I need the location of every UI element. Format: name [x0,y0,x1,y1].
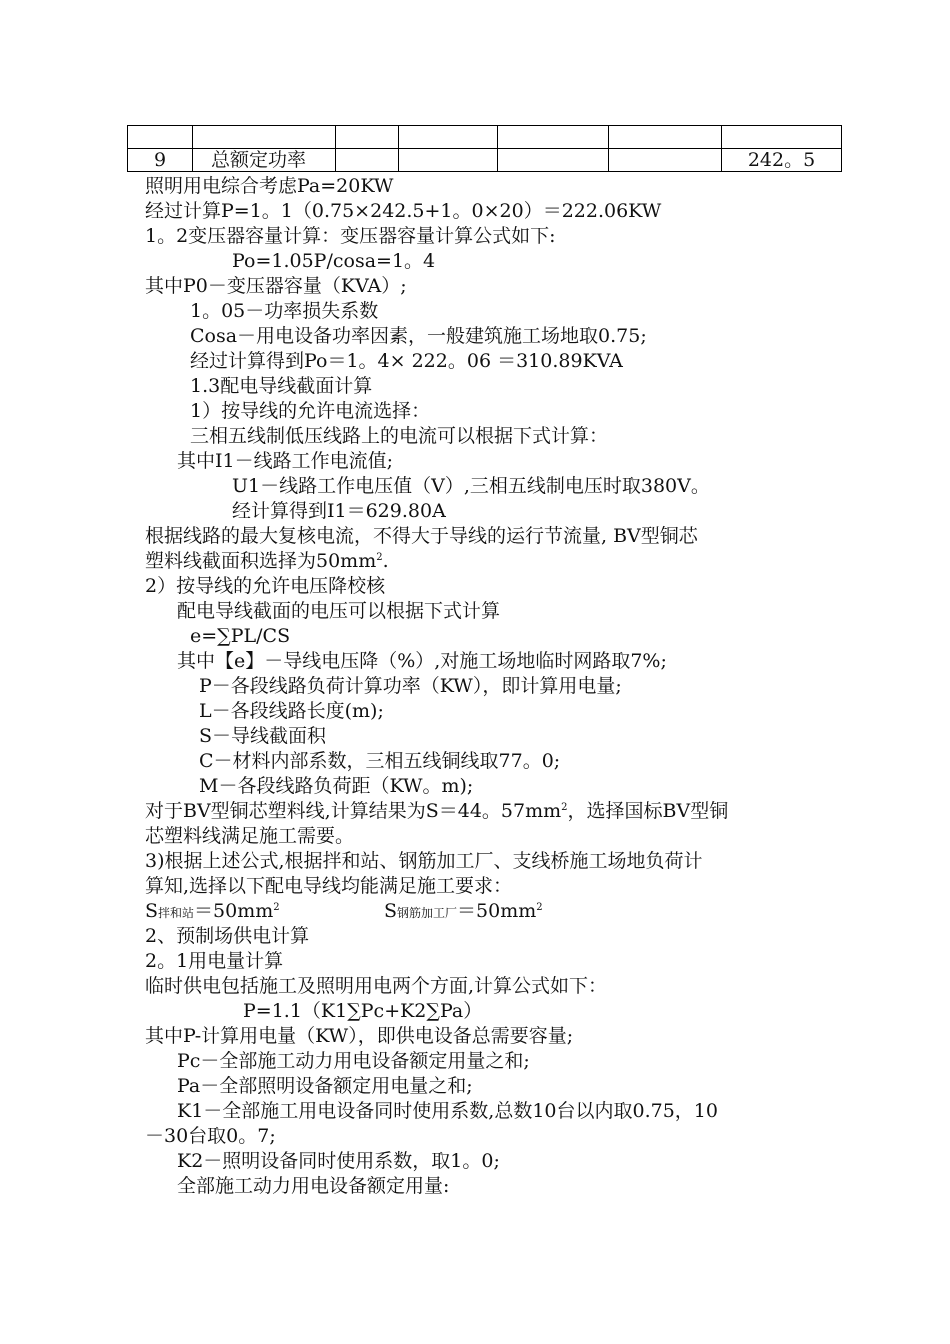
result-text: 对于BV型铜芯塑料线,计算结果为S＝44。57mm [145,800,562,822]
text-line [145,549,389,574]
table-cell [336,126,399,149]
section-heading: 2。1用电量计算 [145,950,284,972]
row-number: 9 [128,149,193,172]
text-line: 其中P-计算用电量（KW），即供电设备总需要容量; [145,1025,574,1047]
table-cell [498,126,609,149]
area-tail: . [382,550,389,572]
table-cell [498,149,609,172]
text-line: K1－全部施工用电设备同时使用系数,总数10台以内取0.75，10 [177,1100,718,1122]
text-line: 其中P0－变压器容量（KVA）; [145,275,407,297]
section-heading: 2、预制场供电计算 [145,925,310,947]
table-cell [609,149,722,172]
text-line: S－导线截面积 [199,725,327,747]
row-label: 总额定功率 [193,149,336,172]
section-heading: 1.3配电导线截面计算 [190,375,373,397]
symbol: S [384,900,398,922]
total-power-value: 242。5 [722,149,842,172]
text-line: Pa－全部照明设备额定用电量之和; [177,1075,473,1097]
text-line: 芯塑料线满足施工需要。 [145,825,355,847]
result-tail: ，选择国标BV型铜 [567,800,729,822]
table-cell [193,126,336,149]
superscript: 2 [376,552,383,563]
superscript: 2 [536,902,543,913]
text-line: P－各段线路负荷计算功率（KW），即计算用电量; [199,675,622,697]
table-row [128,126,842,149]
text-line: 1。05－功率损失系数 [190,300,379,322]
text-line: Pc－全部施工动力用电设备额定用量之和; [177,1050,530,1072]
table-cell [128,126,193,149]
value: ＝50mm [194,900,274,922]
text-line: 经过计算得到Po＝1。4× 222。06 ＝310.89KVA [190,350,623,372]
value: ＝50mm [457,900,537,922]
text-line: L－各段线路长度(m); [199,700,384,722]
power-table [127,125,842,172]
text-line: 3)根据上述公式,根据拌和站、钢筋加工厂、支线桥施工场地负荷计 [145,850,703,872]
table-cell [399,126,498,149]
text-line: K2－照明设备同时使用系数，取1。0; [177,1150,500,1172]
text-line: M－各段线路负荷距（KW。m); [199,775,474,797]
superscript: 2 [273,902,280,913]
text-line: －30台取0。7; [145,1125,276,1147]
table-cell [722,126,842,149]
text-line: C－材料内部系数，三相五线铜线取77。0; [199,750,561,772]
subscript: 钢筋加工厂 [397,906,458,920]
text-line: U1－线路工作电压值（V）,三相五线制电压时取380V。 [232,475,710,497]
conductor-rebar-plant [384,899,543,926]
text-line [145,799,728,824]
section-heading: 2）按导线的允许电压降校核 [145,575,386,597]
text-line: 经计算得到I1＝629.80A [232,500,446,522]
text-line: 根据线路的最大复核电流，不得大于导线的运行节流量, BV型铜芯 [145,525,698,547]
area-text: 塑料线截面积选择为50mm [145,550,377,572]
text-line: 1）按导线的允许电流选择： [190,400,431,422]
text-line: 全部施工动力用电设备额定用量: [177,1175,450,1197]
conductor-mixing-station [145,899,280,926]
text-line: 经过计算P=1。1（0.75×242.5+1。0×20）＝222.06KW [145,200,662,222]
text-line: 三相五线制低压线路上的电流可以根据下式计算： [190,425,609,447]
symbol: S [145,900,159,922]
table-cell [609,126,722,149]
formula: Po=1.05P/cosa=1。4 [232,250,436,272]
superscript: 2 [561,802,568,813]
text-line: 其中I1－线路工作电流值; [177,450,393,472]
text-line: Cosa－用电设备功率因素，一般建筑施工场地取0.75; [190,325,647,347]
subscript: 拌和站 [158,906,195,920]
formula: P=1.1（K1∑Pc+K2∑Pa） [243,1000,483,1022]
text-line: 算知,选择以下配电导线均能满足施工要求： [145,875,513,897]
section-heading: 1。2变压器容量计算：变压器容量计算公式如下: [145,225,556,247]
table-cell [336,149,399,172]
table-row [128,149,842,172]
text-line: 配电导线截面的电压可以根据下式计算 [177,600,501,622]
formula: e=∑PL/CS [190,625,291,647]
text-line: 临时供电包括施工及照明用电两个方面,计算公式如下： [145,975,608,997]
text-line: 照明用电综合考虑Pa=20KW [145,175,394,197]
text-line: 其中【e】－导线电压降（%）,对施工场地临时网路取7%; [177,650,667,672]
table-cell [399,149,498,172]
